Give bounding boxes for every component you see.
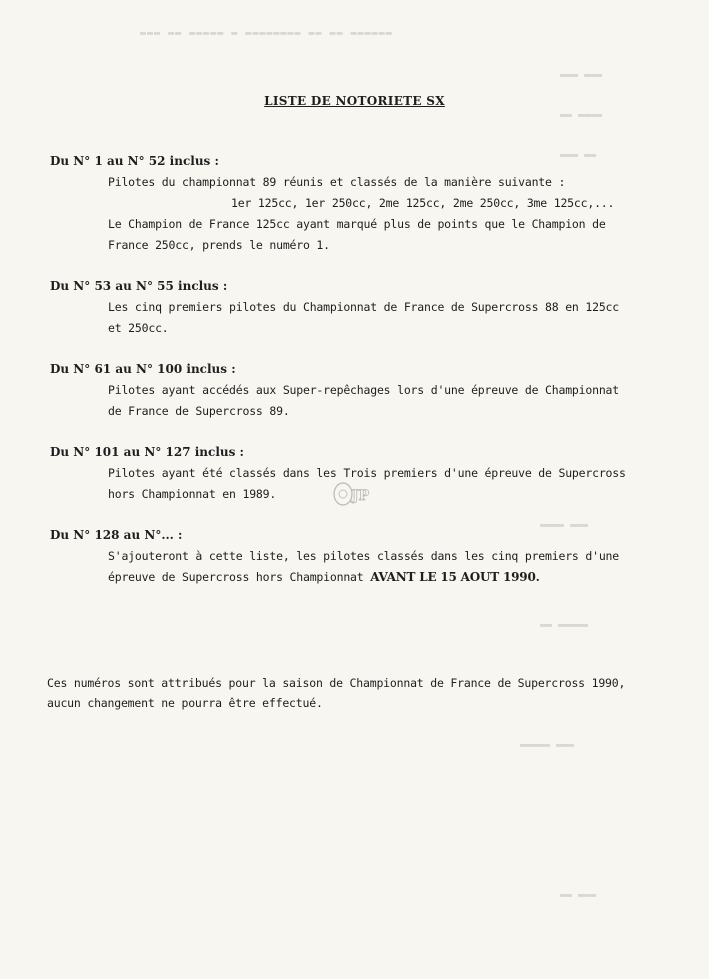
footer-note bbox=[47, 673, 687, 713]
deadline-emphasis: AVANT LE 15 AOUT 1990. bbox=[370, 570, 540, 584]
watermark-stamp bbox=[332, 478, 374, 508]
body-line-text: épreuve de Supercross hors Championnat bbox=[108, 570, 364, 584]
body-line: 1er 125cc, 1er 250cc, 2me 125cc, 2me 250cc, 3me 125cc,... bbox=[231, 196, 615, 210]
body-line: Pilotes ayant été classés dans les Trois premiers d'une épreuve de Supercross bbox=[108, 466, 626, 480]
section-body bbox=[50, 546, 670, 588]
section-heading: Du N° 1 au N° 52 inclus : bbox=[50, 154, 219, 168]
show-through-ghost: ▬▬▬▬ ▬▬▬ bbox=[540, 520, 589, 531]
section-heading: Du N° 128 au N°... : bbox=[50, 528, 183, 542]
show-through-ghost: ▬▬▬ ▬▬▬ bbox=[560, 70, 603, 81]
section-heading: Du N° 61 au N° 100 inclus : bbox=[50, 362, 236, 376]
section-2 bbox=[50, 275, 670, 339]
show-through-ghost: ▬▬ ▬▬▬ bbox=[560, 890, 597, 901]
body-line: Pilotes ayant accédés aux Super-repêchages lors d'une épreuve de Championnat bbox=[108, 383, 619, 397]
footer-line: aucun changement ne pourra être effectué. bbox=[47, 696, 323, 710]
body-line: hors Championnat en 1989. bbox=[108, 487, 277, 501]
body-line: de France de Supercross 89. bbox=[108, 404, 290, 418]
body-line: S'ajouteront à cette liste, les pilotes classés dans les cinq premiers d'une bbox=[108, 549, 619, 563]
section-1 bbox=[50, 150, 670, 256]
body-line: et 250cc. bbox=[108, 321, 169, 335]
stamp-ring bbox=[334, 483, 352, 505]
stamp-letters: JP bbox=[352, 488, 370, 504]
body-line: France 250cc, prends le numéro 1. bbox=[108, 238, 330, 252]
show-through-ghost: ▬▬▬▬▬ ▬▬▬ bbox=[520, 740, 575, 751]
section-heading: Du N° 101 au N° 127 inclus : bbox=[50, 445, 244, 459]
document-title: LISTE DE NOTORIETE SX bbox=[264, 94, 445, 108]
body-line bbox=[108, 567, 670, 588]
show-through-ghost: ▬▬ ▬▬▬▬▬ bbox=[540, 620, 589, 631]
body-line: Pilotes du championnat 89 réunis et classés de la manière suivante : bbox=[108, 175, 566, 189]
stamp-dot bbox=[339, 490, 347, 498]
section-body bbox=[50, 380, 670, 422]
section-5 bbox=[50, 524, 670, 588]
body-line: Les cinq premiers pilotes du Championnat de France de Supercross 88 en 125cc bbox=[108, 300, 619, 314]
show-through-ghost: ▬▬▬ ▬▬ ▬▬▬▬▬ ▬ ▬▬▬▬▬▬▬▬ ▬▬ ▬▬ ▬▬▬▬▬▬ bbox=[140, 28, 393, 39]
show-through-ghost: ▬▬ ▬▬▬▬ bbox=[560, 110, 603, 121]
footer-line: Ces numéros sont attribués pour la saison de Championnat de France de Supercross 1990, bbox=[47, 676, 626, 690]
section-heading: Du N° 53 au N° 55 inclus : bbox=[50, 279, 228, 293]
show-through-ghost: ▬▬▬ ▬▬ bbox=[560, 150, 597, 161]
section-body bbox=[50, 297, 670, 339]
section-body bbox=[50, 172, 670, 256]
section-3 bbox=[50, 358, 670, 422]
body-line: Le Champion de France 125cc ayant marqué plus de points que le Champion de bbox=[108, 217, 606, 231]
